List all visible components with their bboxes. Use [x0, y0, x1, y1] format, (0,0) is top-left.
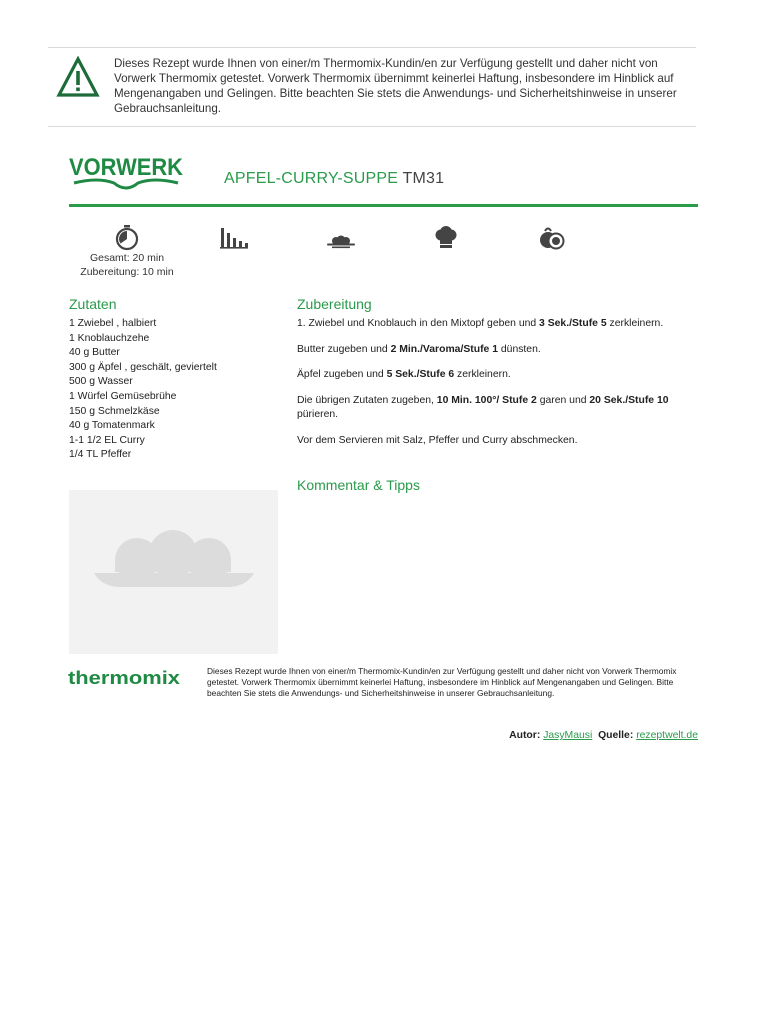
ingredient-item: 1 Knoblauchzehe	[69, 332, 150, 344]
warning-triangle-icon	[56, 56, 100, 98]
recipe-title	[224, 170, 444, 188]
vorwerk-logo	[68, 149, 184, 195]
tips-heading: Kommentar & Tipps	[297, 477, 420, 493]
step-text: garen und	[536, 394, 590, 406]
ingredient-item: 150 g Schmelzkäse	[69, 405, 160, 417]
step-text: zerkleinern.	[606, 318, 664, 329]
ingredients-heading: Zutaten	[69, 296, 117, 312]
step-setting: 3 Sek./Stufe 5	[539, 318, 607, 329]
ingredient-item: 40 g Tomatenmark	[69, 420, 155, 432]
step-text: dünsten.	[498, 343, 541, 355]
step-setting: 20 Sek./Stufe 10	[589, 394, 669, 406]
thermomix-logo	[68, 667, 182, 689]
step-text: Äpfel zugeben und	[297, 369, 387, 381]
step-text: Butter zugeben und	[297, 343, 391, 355]
step-text: zerkleinern.	[454, 369, 511, 381]
preparation-step	[297, 434, 702, 449]
author-label: Autor:	[509, 730, 541, 741]
preparation-step	[297, 368, 702, 383]
ingredients-list	[69, 317, 279, 463]
ingredient-item: 1-1 1/2 EL Curry	[69, 434, 145, 446]
preparation-heading: Zubereitung	[297, 296, 372, 312]
ingredient-item: 500 g Wasser	[69, 376, 133, 388]
title-divider	[69, 204, 698, 207]
timer-icon	[114, 225, 140, 251]
step-text: Vor dem Servieren mit Salz, Pfeffer und Curry abschmecken.	[297, 434, 578, 446]
step-text: 1. Zwiebel und Knoblauch in den Mixtopf geben und	[297, 318, 540, 329]
ingredient-item: 40 g Butter	[69, 347, 120, 359]
step-setting: 2 Min./Varoma/Stufe 1	[390, 343, 498, 355]
recipe-name: APFEL-CURRY-SUPPE	[224, 170, 399, 187]
footer-disclaimer: Dieses Rezept wurde Ihnen von einer/m Thermomix-Kundin/en zur Verfügung gestellt und daher nicht von Vorwerk Thermomix getestet. Vorwerk Thermomix übernimmt keinerlei Haftung, insbesondere im Hinblick auf Mengenangaben und Gelingen. Bitte beachten Sie stets die Anwendungs- und Sicherheitshinweise in unserer Gebrauchsanleitung.	[207, 666, 677, 698]
vorwerk-logo-text: VORWERK	[69, 154, 184, 181]
cost-icon	[538, 225, 566, 251]
preparation-steps	[297, 317, 702, 460]
prep-time: Zubereitung: 10 min	[80, 266, 174, 278]
portions-plate-icon	[326, 225, 356, 251]
difficulty-bars-icon	[219, 225, 249, 251]
disclaimer-box	[48, 47, 696, 127]
author-link[interactable]: JasyMausi	[543, 730, 593, 741]
total-time: Gesamt: 20 min	[89, 252, 165, 264]
thermomix-logo-text: thermomix	[68, 668, 180, 688]
source-link[interactable]: rezeptwelt.de	[636, 730, 698, 741]
ingredient-item: 300 g Äpfel , geschält, geviertelt	[69, 361, 217, 373]
ingredient-item: 1 Würfel Gemüsebrühe	[69, 390, 177, 402]
dish-placeholder-icon	[69, 490, 278, 654]
preparation-step	[297, 394, 702, 423]
source-label: Quelle:	[598, 730, 634, 741]
ingredient-item: 1/4 TL Pfeffer	[69, 449, 132, 461]
time-info	[62, 251, 192, 279]
step-text: pürieren.	[297, 409, 339, 421]
preparation-step	[297, 317, 702, 332]
recipe-model: TM31	[402, 170, 445, 187]
credits	[509, 730, 698, 741]
step-setting: 10 Min. 100°/ Stufe 2	[436, 394, 537, 406]
recipe-image-placeholder	[69, 490, 278, 654]
chef-hat-icon	[434, 225, 458, 251]
ingredient-item: 1 Zwiebel , halbiert	[69, 318, 157, 329]
disclaimer-text: Dieses Rezept wurde Ihnen von einer/m Thermomix-Kundin/en zur Verfügung gestellt und daher nicht von Vorwerk Thermomix getestet. Vorwerk Thermomix übernimmt keinerlei Haftung, insbesondere im Hinblick auf Mengenangaben und Gelingen. Bitte beachten Sie stets die Anwendungs- und Sicherheitshinweise in unserer Gebrauchsanleitung.	[114, 57, 677, 115]
step-text: Die übrigen Zutaten zugeben,	[297, 394, 437, 406]
step-setting: 5 Sek./Stufe 6	[386, 369, 455, 381]
preparation-step	[297, 343, 702, 358]
